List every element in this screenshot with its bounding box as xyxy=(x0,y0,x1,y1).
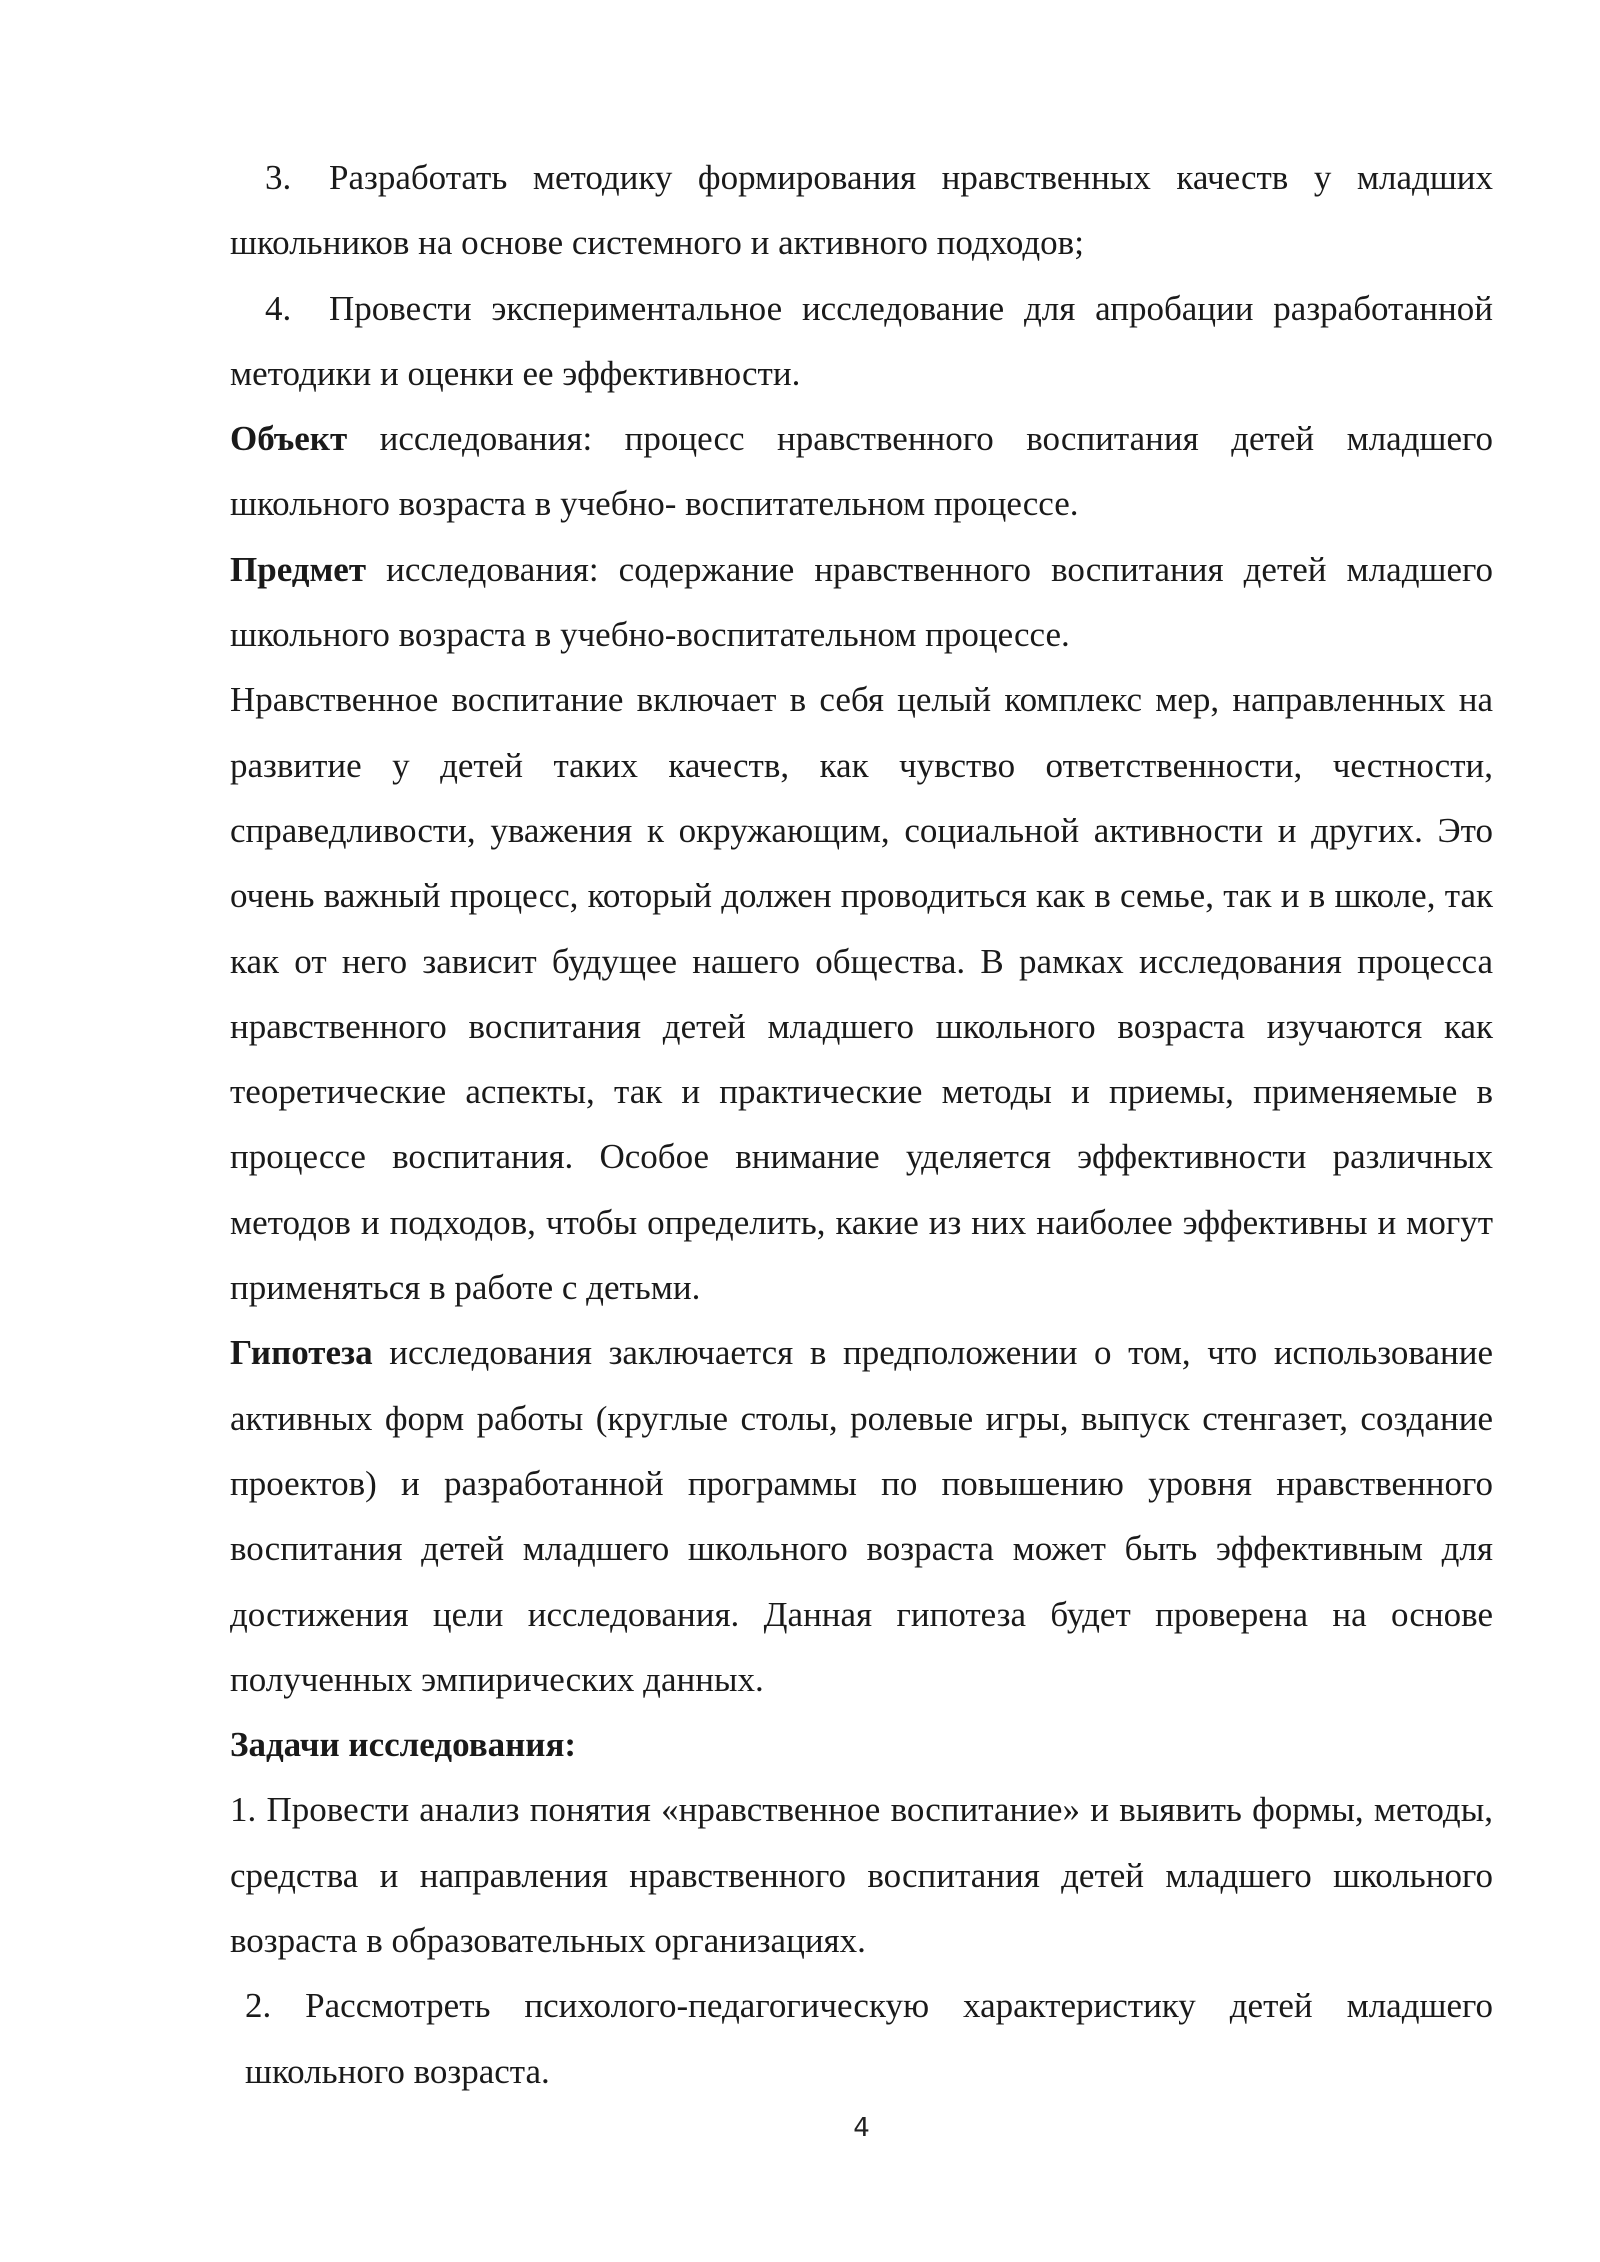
list-item-4 xyxy=(230,276,1493,407)
hypothesis-paragraph xyxy=(230,1320,1493,1712)
object-paragraph xyxy=(230,406,1493,537)
list-item-text: Разработать методику формирования нравственных качеств у младших школьников на основе системного и активного подходов; xyxy=(230,158,1493,263)
task-item-2: 2. Рассмотреть психолого-педагогическую характеристику детей младшего школьного возраста. xyxy=(245,1986,1493,2091)
page-number: 4 xyxy=(853,2113,870,2143)
body-paragraph: Нравственное воспитание включает в себя целый комплекс мер, направленных на развитие у детей таких качеств, как чувство ответственности, честности, справедливости, уважения к окружающим, социальной активности и других. Это очень важный процесс, который должен проводиться как в семье, так и в школе, так как от него зависит будущее нашего общества. В рамках исследования процесса нравственного воспитания детей младшего школьного возраста изучаются как теоретические аспекты, так и практические методы и приемы, применяемые в процессе воспитания. Особое внимание уделяется эффективности различных методов и подходов, чтобы определить, какие из них наиболее эффективны и могут применяться в работе с детьми. xyxy=(230,680,1493,1308)
object-text: исследования: процесс нравственного воспитания детей младшего школьного возраста в учебно- воспитательном процессе. xyxy=(230,419,1493,524)
task-item-1: 1. Провести анализ понятия «нравственное воспитание» и выявить формы, методы, средства и направления нравственного воспитания детей младшего школьного возраста в образовательных организациях. xyxy=(230,1790,1493,1961)
list-number: 4. xyxy=(265,288,292,328)
subject-label: Предмет xyxy=(230,549,367,589)
hypothesis-label: Гипотеза xyxy=(230,1333,373,1373)
hypothesis-text: исследования заключается в предположении о том, что использование активных форм работы (круглые столы, ролевые игры, выпуск стенгазет, создание проектов) и разработанной программы по повышению уровня нравственного воспитания детей младшего школьного возраста может быть эффективным для достижения цели исследования. Данная гипотеза будет проверена на основе полученных эмпирических данных. xyxy=(230,1333,1493,1699)
list-item-text: Провести экспериментальное исследование для апробации разработанной методики и оценки ее эффективности. xyxy=(230,288,1493,393)
subject-paragraph xyxy=(230,537,1493,668)
object-label: Объект xyxy=(230,419,348,459)
subject-text: исследования: содержание нравственного воспитания детей младшего школьного возраста в учебно-воспитательном процессе. xyxy=(230,549,1493,655)
tasks-heading: Задачи исследования: xyxy=(230,1725,577,1765)
document-body xyxy=(230,145,1493,2104)
list-item-3 xyxy=(230,145,1493,276)
list-number: 3. xyxy=(265,158,292,197)
